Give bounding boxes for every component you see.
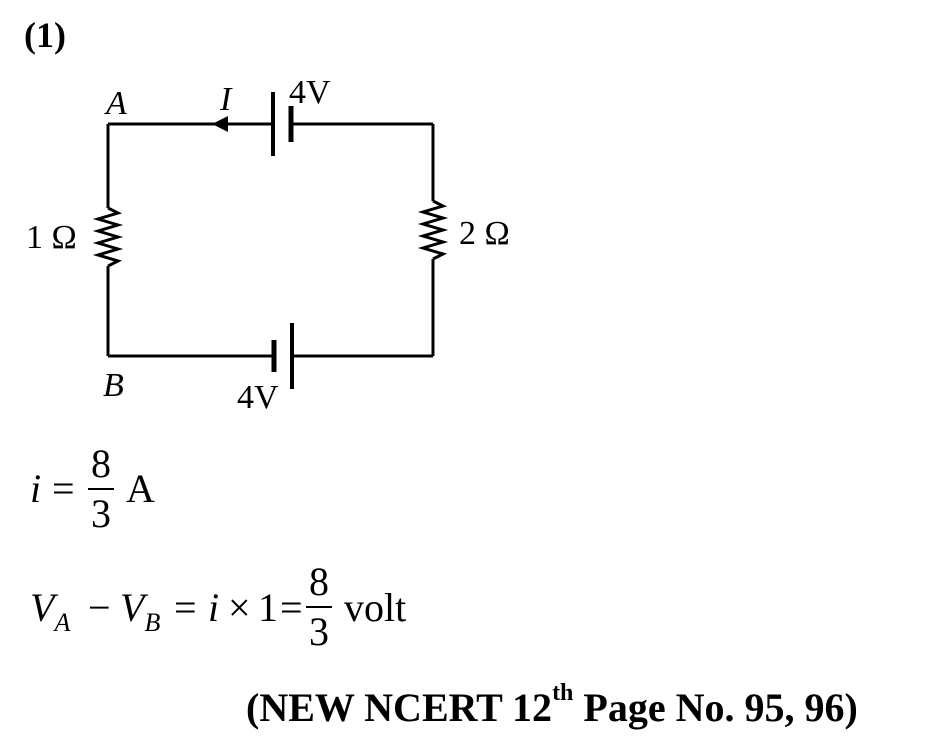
ncert-reference (246, 680, 858, 731)
fraction-bar (88, 488, 114, 490)
right-resistor-label: 2 Ω (459, 215, 510, 252)
node-a-label: A (106, 85, 127, 122)
vb-symbol: V (120, 585, 145, 630)
denominator-2: 3 (309, 609, 329, 654)
resistor-1-ohm (98, 208, 118, 266)
top-battery-label: 4V (289, 74, 331, 111)
node-b-label: B (103, 367, 124, 404)
equals-sign: = (52, 466, 75, 511)
current-var: i (30, 466, 42, 511)
va-term (30, 585, 71, 637)
denominator: 3 (91, 491, 111, 536)
va-symbol: V (30, 585, 55, 630)
current-unit: A (126, 466, 155, 511)
numerator: 8 (91, 441, 111, 486)
fraction (88, 441, 114, 536)
bottom-battery-label: 4V (237, 379, 279, 416)
resistor-2-ohm (423, 201, 443, 259)
left-resistor-label: 1 Ω (26, 219, 77, 256)
times-sign: × (228, 585, 251, 630)
fraction-2 (306, 559, 332, 654)
va-subscript: A (54, 608, 71, 637)
equals-sign-2: = (280, 585, 303, 630)
vb-term (120, 585, 161, 637)
current-label: I (220, 81, 232, 118)
fraction-bar-2 (306, 606, 332, 608)
reference-superscript: th (552, 680, 574, 706)
current-arrow-icon (212, 116, 228, 132)
resistance-one: 1 (258, 585, 278, 630)
reference-suffix: Page No. 95, 96) (573, 685, 858, 730)
equals-sign-1: = (174, 585, 197, 630)
reference-prefix: (NEW NCERT 12 (246, 685, 553, 730)
volt-unit: volt (344, 585, 407, 630)
minus-sign: − (88, 585, 111, 630)
numerator-2: 8 (309, 559, 329, 604)
vb-subscript: B (144, 608, 161, 637)
question-number: (1) (24, 15, 66, 55)
current-var-2: i (208, 585, 220, 630)
